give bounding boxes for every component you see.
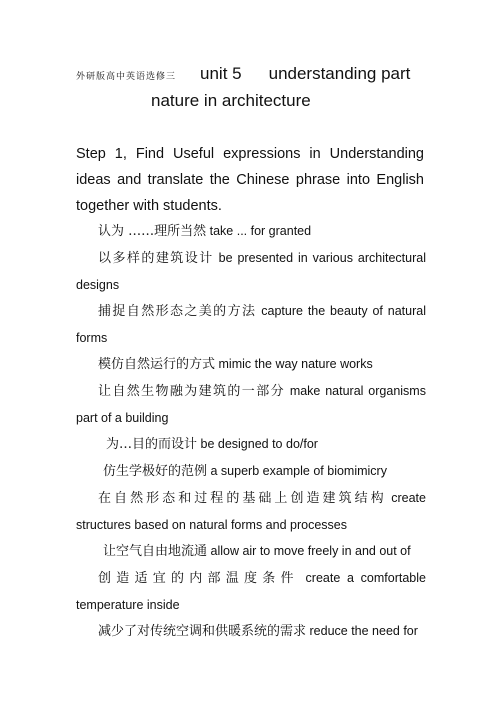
phrase-list: [76, 218, 426, 645]
phrase-entry: [76, 431, 426, 458]
phrase-entry: [76, 565, 426, 618]
phrase-entry: [76, 378, 426, 431]
phrase-entry: [76, 538, 426, 565]
header-top-line: [76, 64, 436, 84]
chinese-phrase: 创造适宜的内部温度条件: [98, 571, 299, 586]
unit-label: unit 5: [200, 64, 242, 83]
phrase-entry: [76, 298, 426, 351]
textbook-label: 外研版高中英语选修三: [76, 72, 177, 82]
phrase-entry: [76, 351, 426, 378]
chinese-phrase: 为…目的而设计: [106, 437, 198, 452]
english-phrase: capture the beauty of natural forms: [76, 304, 426, 345]
english-phrase: make natural organisms part of a building: [76, 384, 426, 425]
english-phrase: mimic the way nature works: [218, 357, 373, 371]
chinese-phrase: 在自然形态和过程的基础上创造建筑结构: [98, 491, 387, 506]
chinese-phrase: 仿生学极好的范例: [103, 464, 208, 479]
english-phrase: reduce the need for: [309, 624, 418, 638]
chinese-phrase: 让自然生物融为建筑的一部分: [98, 384, 285, 399]
phrase-entry: [76, 245, 426, 298]
step-instructions: Step 1, Find Useful expressions in Understanding ideas and translate the Chinese phrase into English together with students.: [76, 146, 424, 214]
english-phrase: create a comfortable temperature inside: [76, 571, 426, 612]
english-phrase: a superb example of biomimicry: [210, 464, 387, 478]
english-phrase: be presented in various architectural designs: [76, 251, 426, 292]
chinese-phrase: 捕捉自然形态之美的方法: [98, 304, 257, 319]
chinese-phrase: 减少了对传统空调和供暖系统的需求: [98, 624, 307, 639]
page-header: [76, 64, 436, 111]
phrase-entry: [76, 218, 426, 245]
chinese-phrase: 让空气自由地流通: [103, 544, 208, 559]
title-line-1: understanding part: [268, 64, 411, 83]
chinese-phrase: 认为 ……理所当然: [98, 224, 207, 239]
phrase-entry: [76, 458, 426, 485]
phrase-entry: [76, 618, 426, 645]
chinese-phrase: 模仿自然运行的方式: [98, 357, 216, 372]
title-line-2: nature in architecture: [151, 91, 311, 110]
english-phrase: take ... for granted: [209, 224, 312, 238]
chinese-phrase: 以多样的建筑设计: [98, 251, 214, 266]
english-phrase: create structures based on natural forms and processes: [76, 491, 426, 532]
phrase-entry: [76, 485, 426, 538]
english-phrase: allow air to move freely in and out of: [210, 544, 411, 558]
english-phrase: be designed to do/for: [200, 437, 318, 451]
